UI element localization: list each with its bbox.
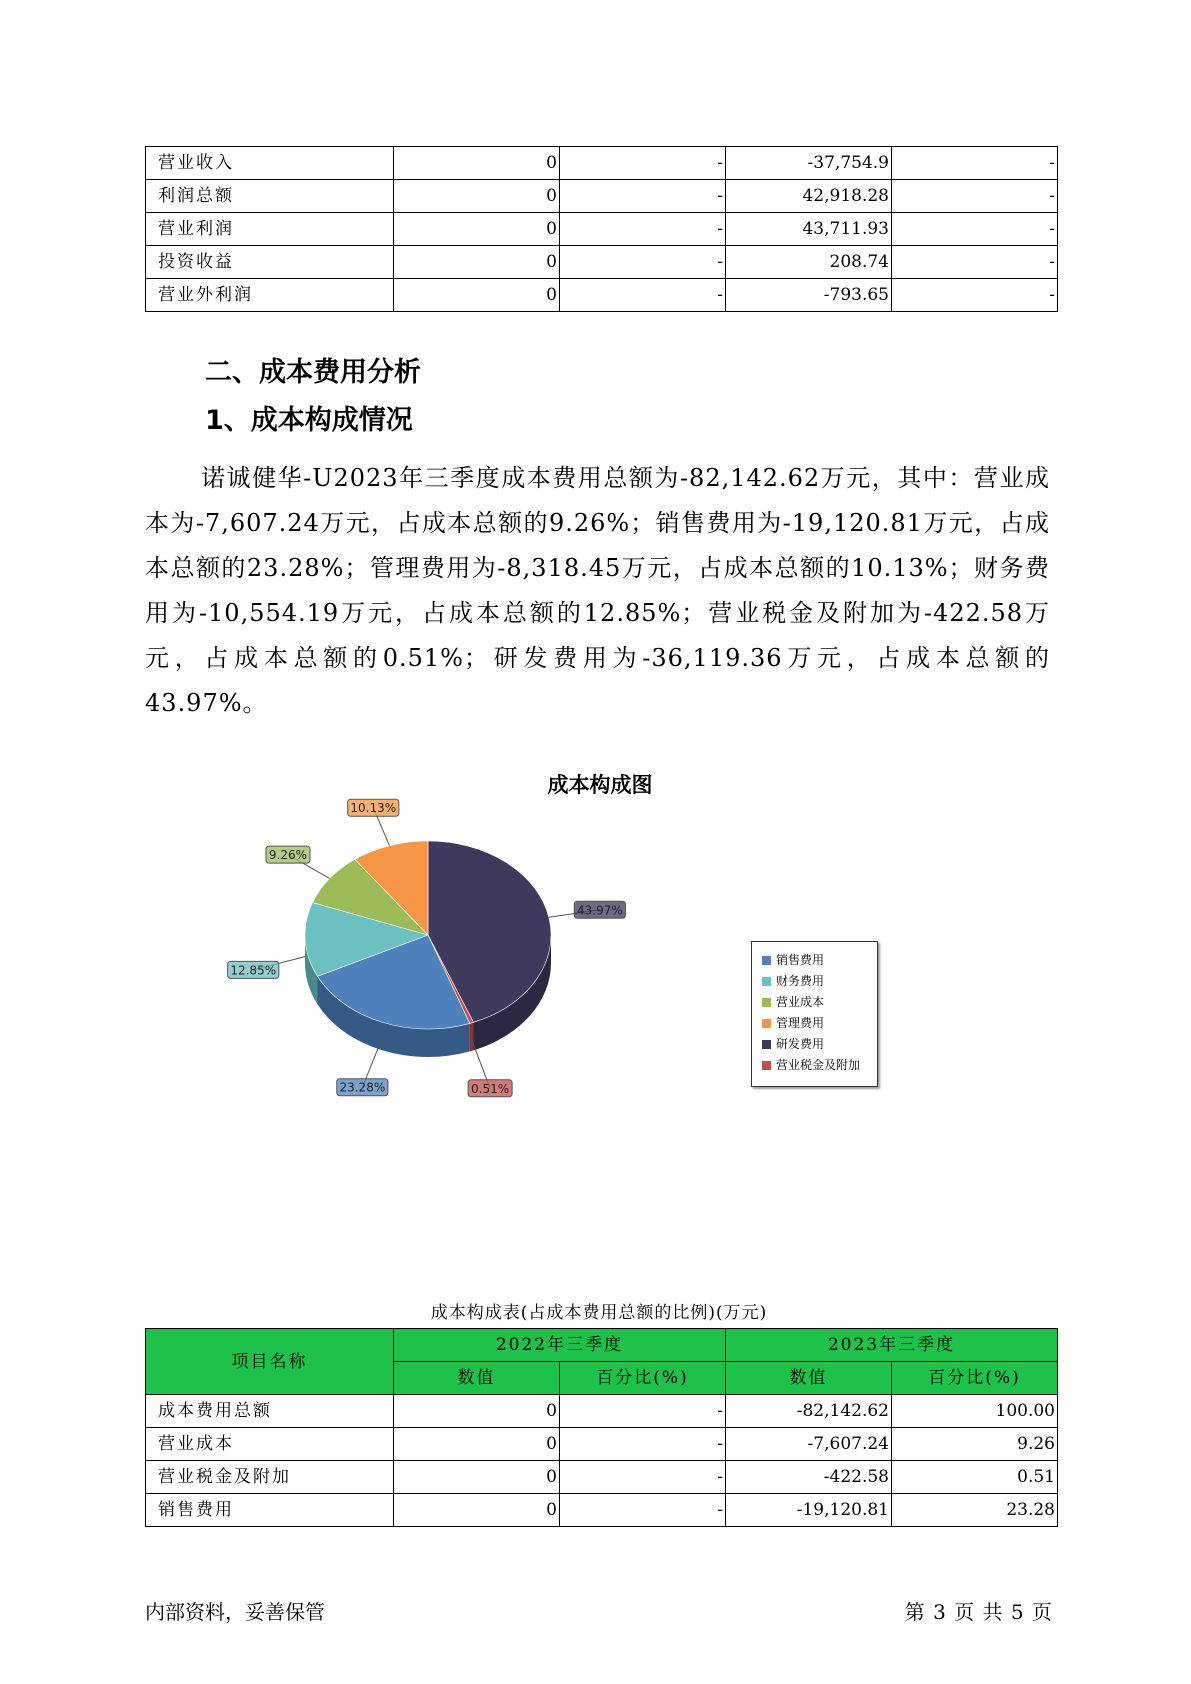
cost-pie-chart	[230, 801, 630, 1115]
percent-2023: -	[892, 213, 1058, 246]
percent-2022: -	[560, 1494, 726, 1527]
header-value: 数值	[394, 1362, 560, 1395]
legend-item	[762, 1015, 824, 1031]
value-2023: -793.65	[726, 279, 892, 312]
header-item: 项目名称	[146, 1329, 394, 1395]
value-2023: -37,754.9	[726, 147, 892, 180]
row-name: 营业成本	[146, 1428, 394, 1461]
row-name: 投资收益	[146, 246, 394, 279]
row-name: 利润总额	[146, 180, 394, 213]
data-label: 9.26%	[268, 848, 308, 863]
percent-2022: -	[560, 1461, 726, 1494]
value-2023: -422.58	[726, 1461, 892, 1494]
value-2022: 0	[394, 1395, 560, 1428]
pie-slice-side	[470, 1022, 474, 1051]
value-2022: 0	[394, 279, 560, 312]
legend-item	[762, 1057, 860, 1073]
table-row	[146, 246, 1058, 279]
percent-2022: -	[560, 246, 726, 279]
cost-summary-paragraph: 诺诚健华-U2023年三季度成本费用总额为-82,142.62万元，其中：营业成本为-7,607.24万元，占成本总额的9.26%；销售费用为-19,120.81万元，占成本总额的23.28%；管理费用为-8,318.45万元，占成本总额的10.13%；财务费用为-10,554.19万元，占成本总额的12.85%；营业税金及附加为-422.58万元，占成本总额的0.51%；研发费用为-36,119.36万元，占成本总额的43.97%。	[145, 464, 1050, 717]
legend-label: 研发费用	[776, 1037, 825, 1051]
header-value: 数值	[726, 1362, 892, 1395]
cost-structure-table	[145, 1328, 1058, 1527]
percent-2023: -	[892, 279, 1058, 312]
legend-swatch	[762, 977, 771, 986]
legend-label: 管理费用	[776, 1016, 825, 1030]
percent-2023: 9.26	[892, 1428, 1058, 1461]
legend-item	[762, 1036, 824, 1052]
value-2022: 0	[394, 213, 560, 246]
table-row	[146, 1395, 1058, 1428]
table-row	[146, 1494, 1058, 1527]
legend-swatch	[762, 998, 771, 1007]
percent-2023: -	[892, 147, 1058, 180]
value-2022: 0	[394, 1461, 560, 1494]
table-row	[146, 213, 1058, 246]
percent-2023: -	[892, 180, 1058, 213]
legend-item	[762, 952, 824, 968]
row-name: 营业税金及附加	[146, 1461, 394, 1494]
legend-swatch	[762, 956, 771, 965]
legend-swatch	[762, 1040, 771, 1049]
percent-2022: -	[560, 1428, 726, 1461]
value-2022: 0	[394, 147, 560, 180]
table-caption: 成本构成表(占成本费用总额的比例)(万元)	[430, 1303, 768, 1323]
percent-2022: -	[560, 279, 726, 312]
chart-title: 成本构成图	[547, 773, 653, 797]
legend-label: 营业成本	[776, 995, 825, 1009]
legend-item	[762, 994, 824, 1010]
value-2022: 0	[394, 1494, 560, 1527]
row-name: 成本费用总额	[146, 1395, 394, 1428]
legend-swatch	[762, 1019, 771, 1028]
data-label: 23.28%	[339, 1080, 386, 1095]
value-2023: 43,711.93	[726, 213, 892, 246]
value-2023: 42,918.28	[726, 180, 892, 213]
header-row	[146, 1329, 1058, 1362]
value-2022: 0	[394, 246, 560, 279]
header-2022: 2022年三季度	[394, 1329, 726, 1362]
legend-swatch	[762, 1061, 771, 1070]
footer-confidential-note: 内部资料，妥善保管	[145, 1600, 325, 1624]
sub-heading: 1、成本构成情况	[205, 405, 413, 436]
value-2023: -82,142.62	[726, 1395, 892, 1428]
percent-2022: -	[560, 147, 726, 180]
table-row	[146, 1461, 1058, 1494]
section-heading: 二、成本费用分析	[205, 357, 421, 388]
data-label: 10.13%	[350, 801, 397, 816]
percent-2023: 0.51	[892, 1461, 1058, 1494]
value-2022: 0	[394, 1428, 560, 1461]
percent-2023: 23.28	[892, 1494, 1058, 1527]
data-label: 12.85%	[230, 963, 277, 978]
table-row	[146, 147, 1058, 180]
table-row	[146, 279, 1058, 312]
value-2022: 0	[394, 180, 560, 213]
row-name: 营业外利润	[146, 279, 394, 312]
footer-page-number: 第 3 页 共 5 页	[904, 1600, 1053, 1624]
legend-label: 财务费用	[776, 974, 825, 988]
value-2023: -7,607.24	[726, 1428, 892, 1461]
table-row	[146, 180, 1058, 213]
header-2023: 2023年三季度	[726, 1329, 1058, 1362]
value-2023: -19,120.81	[726, 1494, 892, 1527]
header-percent: 百分比(%)	[560, 1362, 726, 1395]
table-row	[146, 1428, 1058, 1461]
chart-legend	[751, 941, 878, 1087]
row-name: 营业收入	[146, 147, 394, 180]
legend-label: 销售费用	[776, 953, 825, 967]
header-percent: 百分比(%)	[892, 1362, 1058, 1395]
income-summary-table	[145, 146, 1058, 312]
value-2023: 208.74	[726, 246, 892, 279]
legend-label: 营业税金及附加	[776, 1058, 861, 1072]
percent-2022: -	[560, 180, 726, 213]
data-label: 43.97%	[576, 903, 623, 918]
percent-2022: -	[560, 213, 726, 246]
row-name: 销售费用	[146, 1494, 394, 1527]
data-label: 0.51%	[471, 1081, 510, 1096]
percent-2022: -	[560, 1395, 726, 1428]
legend-item	[762, 973, 824, 989]
percent-2023: -	[892, 246, 1058, 279]
row-name: 营业利润	[146, 213, 394, 246]
percent-2023: 100.00	[892, 1395, 1058, 1428]
